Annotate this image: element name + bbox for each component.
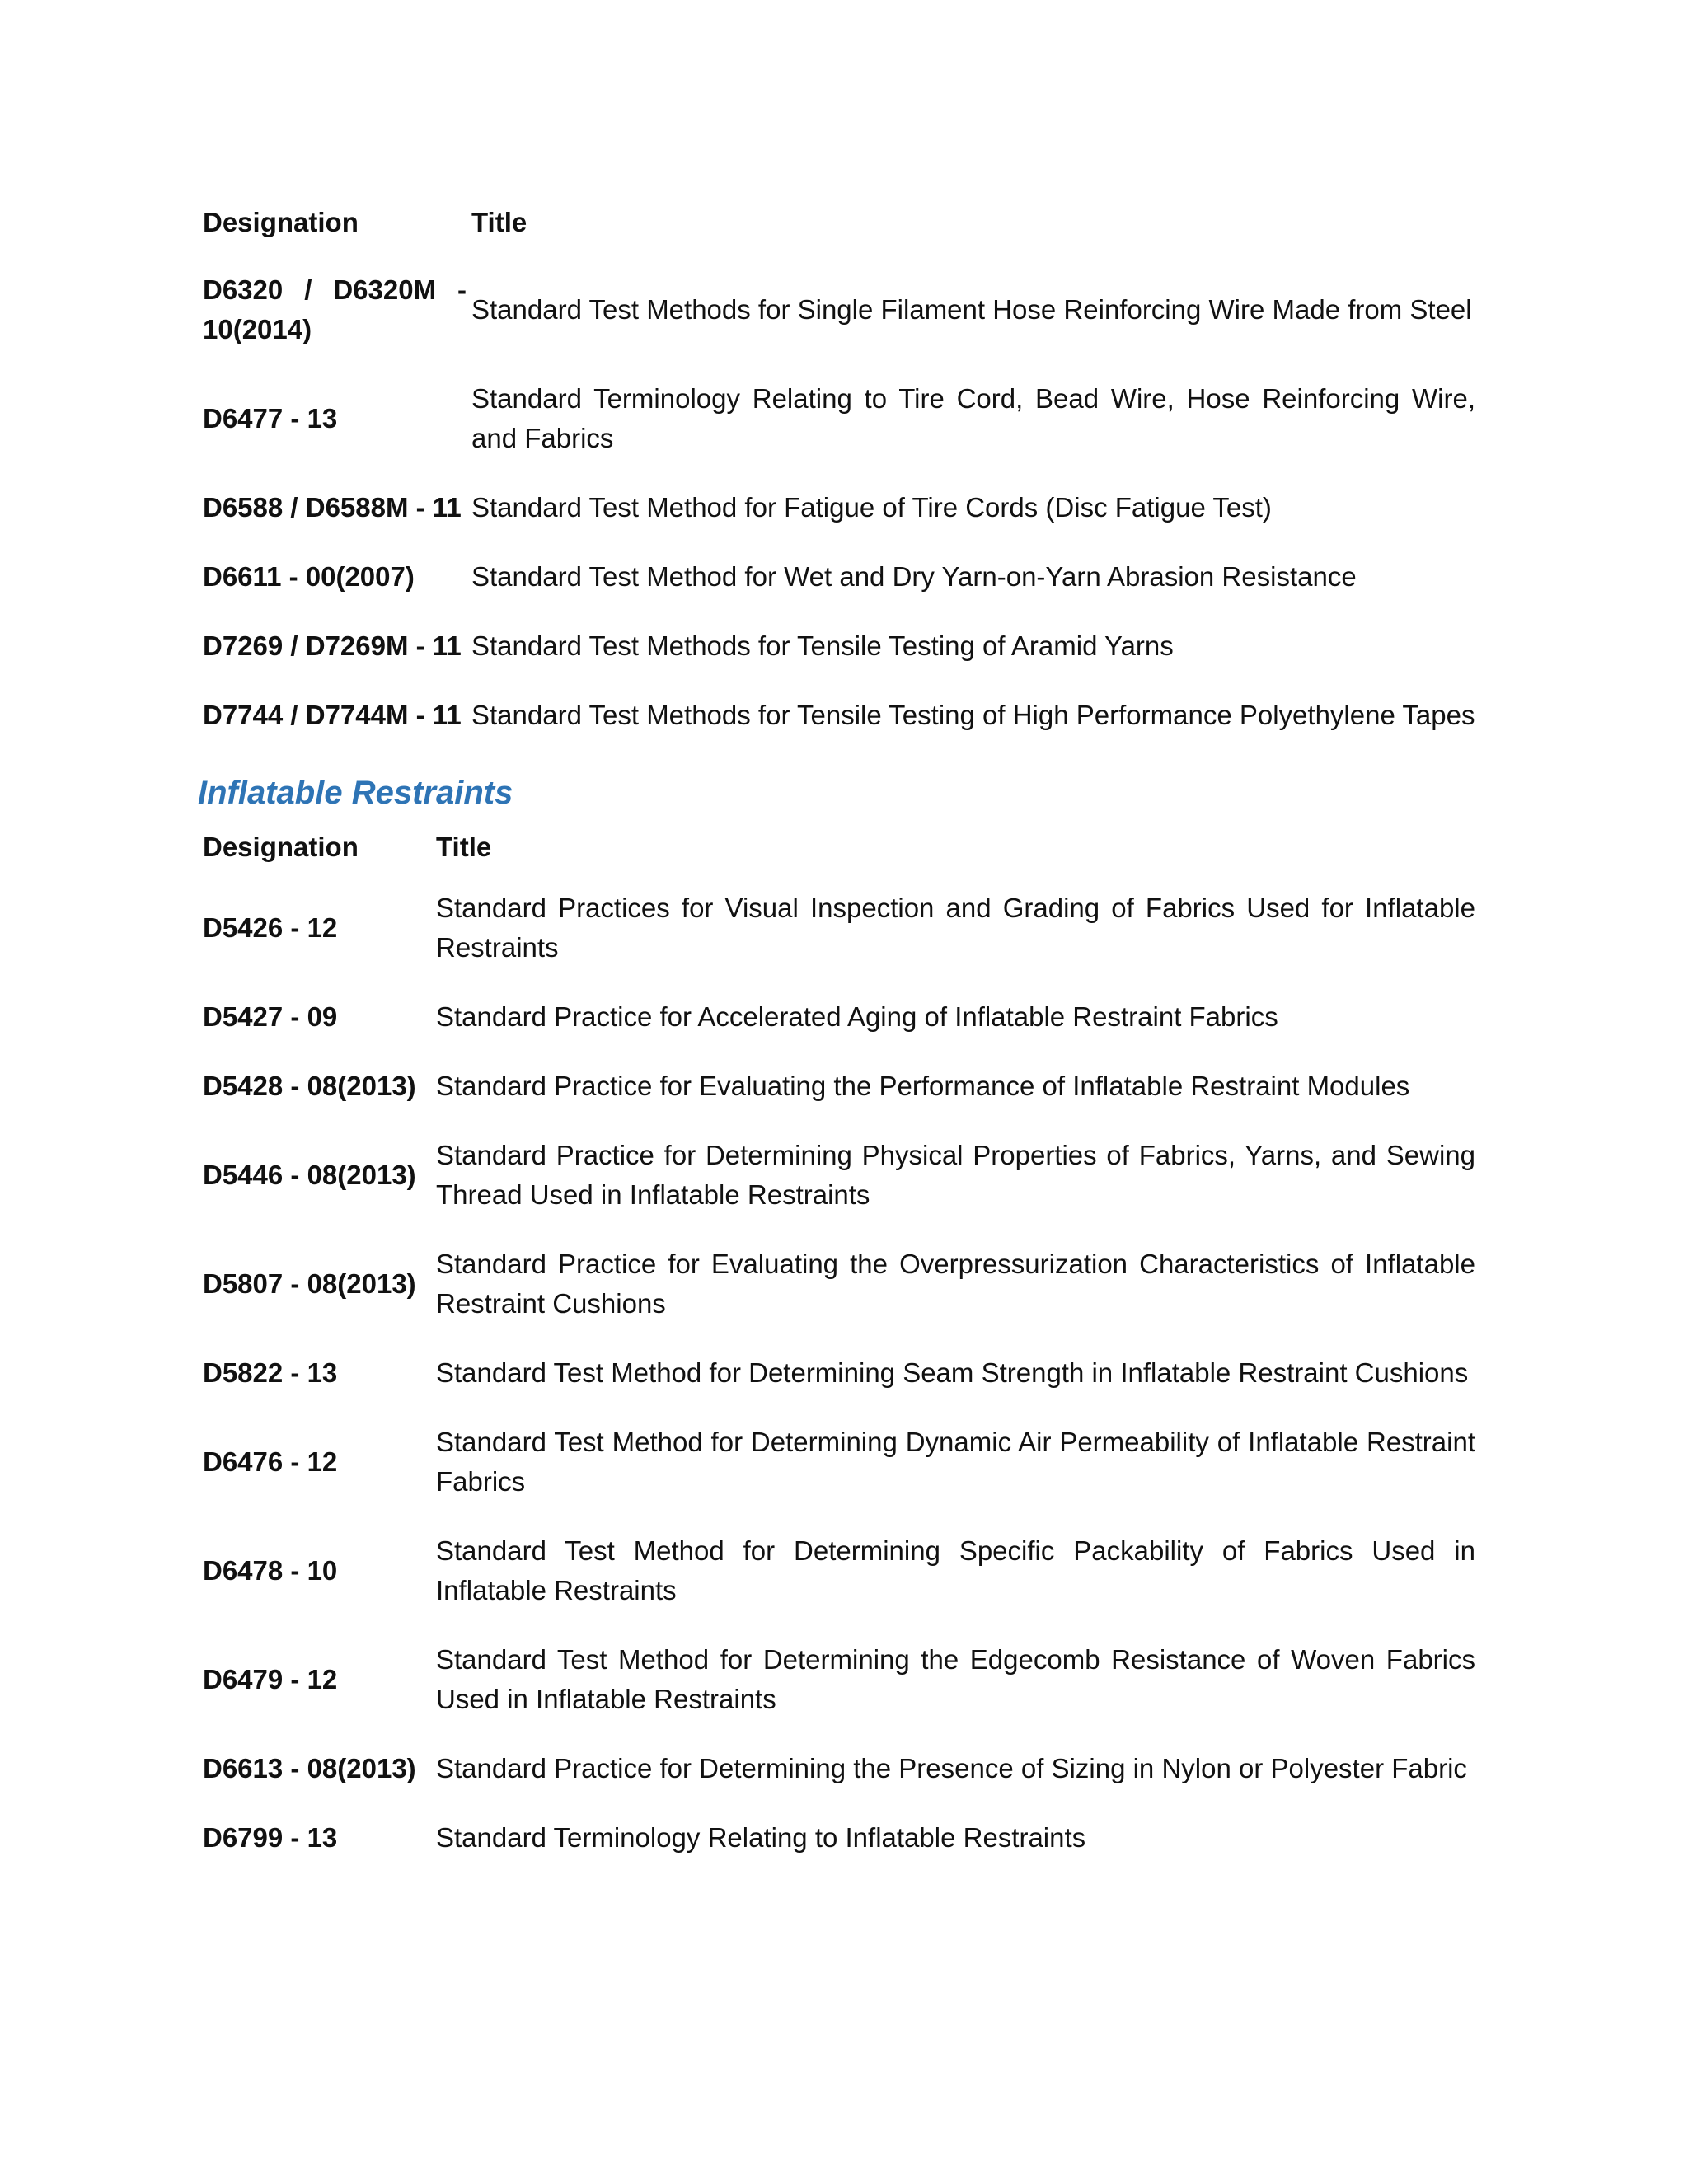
table-row <box>198 874 1475 982</box>
title-cell: Standard Practice for Accelerated Aging of Inflatable Restraint Fabrics <box>436 1001 1278 1032</box>
standards-table-tire-cord <box>198 190 1475 750</box>
title-cell: Standard Practice for Evaluating the Performance of Inflatable Restraint Modules <box>436 1071 1410 1101</box>
title-cell: Standard Practice for Evaluating the Overpressurization Characteristics of Inflatable Restraint Cushions <box>436 1249 1475 1319</box>
designation-cell: D6477 - 13 <box>203 403 338 434</box>
designation-cell: D7744 / D7744M - 11 <box>203 700 462 730</box>
designation-cell: D6613 - 08(2013) <box>203 1753 416 1783</box>
designation-cell: D5428 - 08(2013) <box>203 1071 416 1101</box>
table-header-row <box>198 190 1475 255</box>
designation-column-header: Designation <box>203 207 359 237</box>
table-row <box>198 1121 1475 1230</box>
title-column-header: Title <box>436 832 492 862</box>
title-cell: Standard Terminology Relating to Inflatable Restraints <box>436 1822 1086 1853</box>
section-heading-inflatable-restraints: Inflatable Restraints <box>198 775 513 811</box>
table-row <box>198 1408 1475 1516</box>
title-cell: Standard Test Method for Determining Dynamic Air Permeability of Inflatable Restraint Fabrics <box>436 1427 1475 1497</box>
designation-cell: D6478 - 10 <box>203 1555 338 1586</box>
title-cell: Standard Test Methods for Tensile Testing of High Performance Polyethylene Tapes <box>471 700 1475 730</box>
table-row <box>198 1338 1475 1408</box>
designation-cell: D5807 - 08(2013) <box>203 1268 416 1299</box>
table-row <box>198 982 1475 1052</box>
designation-cell: D5822 - 13 <box>203 1357 338 1388</box>
table-row <box>198 542 1475 612</box>
standards-table-inflatable-restraints <box>198 821 1475 1872</box>
table-row <box>198 1516 1475 1625</box>
designation-cell: D5427 - 09 <box>203 1001 338 1032</box>
title-cell: Standard Terminology Relating to Tire Cord, Bead Wire, Hose Reinforcing Wire, and Fabrics <box>471 383 1475 453</box>
title-cell: Standard Test Method for Wet and Dry Yarn-on-Yarn Abrasion Resistance <box>471 561 1357 592</box>
table-row <box>198 1734 1475 1803</box>
table-row <box>198 1230 1475 1338</box>
title-cell: Standard Practices for Visual Inspection and Grading of Fabrics Used for Inflatable Restraints <box>436 893 1475 963</box>
table-row <box>198 473 1475 542</box>
title-column-header: Title <box>471 207 528 237</box>
designation-cell: D6476 - 12 <box>203 1446 338 1477</box>
designation-cell: D6799 - 13 <box>203 1822 338 1853</box>
title-cell: Standard Test Method for Determining Specific Packability of Fabrics Used in Inflatable Restraints <box>436 1535 1475 1605</box>
designation-cell: D6588 / D6588M - 11 <box>203 492 462 523</box>
designation-cell: D5426 - 12 <box>203 912 338 943</box>
title-cell: Standard Test Method for Determining the Edgecomb Resistance of Woven Fabrics Used in Inflatable Restraints <box>436 1644 1475 1714</box>
table-row <box>198 364 1475 473</box>
designation-cell: D5446 - 08(2013) <box>203 1160 416 1190</box>
table-row <box>198 612 1475 681</box>
table-row <box>198 1052 1475 1121</box>
title-cell: Standard Practice for Determining Physical Properties of Fabrics, Yarns, and Sewing Thread Used in Inflatable Restraints <box>436 1140 1475 1210</box>
document-page <box>198 190 1475 1872</box>
table-row <box>198 1625 1475 1734</box>
title-cell: Standard Test Method for Determining Seam Strength in Inflatable Restraint Cushions <box>436 1357 1469 1388</box>
title-cell: Standard Test Methods for Single Filament Hose Reinforcing Wire Made from Steel <box>471 294 1472 325</box>
designation-cell: D7269 / D7269M - 11 <box>203 630 462 661</box>
table-row <box>198 681 1475 750</box>
title-cell: Standard Test Method for Fatigue of Tire Cords (Disc Fatigue Test) <box>471 492 1272 523</box>
designation-column-header: Designation <box>203 832 359 862</box>
title-cell: Standard Practice for Determining the Presence of Sizing in Nylon or Polyester Fabric <box>436 1753 1467 1783</box>
designation-cell: D6479 - 12 <box>203 1664 338 1694</box>
title-cell: Standard Test Methods for Tensile Testing of Aramid Yarns <box>471 630 1174 661</box>
designation-cell: D6611 - 00(2007) <box>203 561 415 592</box>
table-header-row <box>198 821 1475 874</box>
designation-cell: D6320 / D6320M - 10(2014) <box>203 274 467 344</box>
table-row <box>198 255 1475 364</box>
table-row <box>198 1803 1475 1872</box>
